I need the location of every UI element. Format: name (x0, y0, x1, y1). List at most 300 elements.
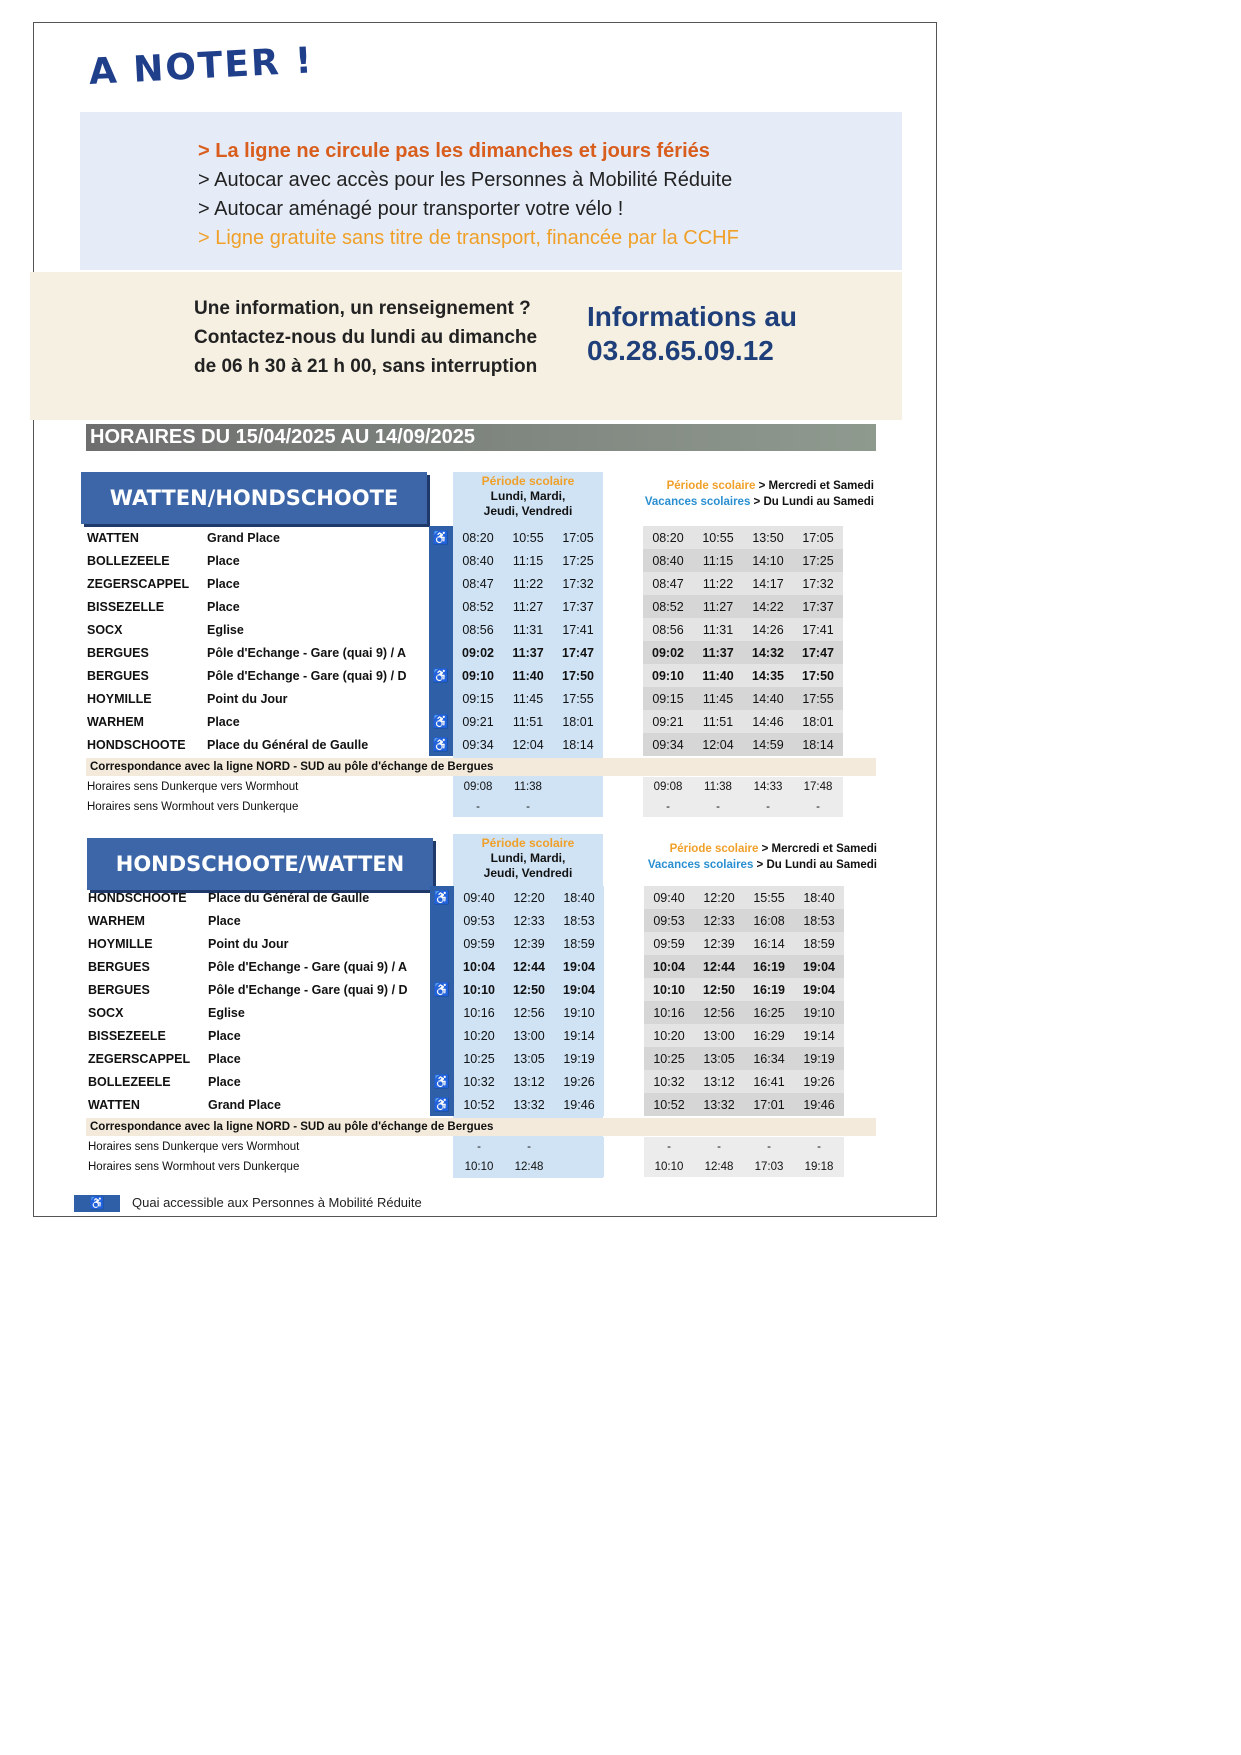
time-school-days: 10:32 (454, 1070, 504, 1093)
timetable-row (87, 572, 843, 595)
schedule-header-bar (86, 424, 876, 451)
time-wed-sat-holidays: 14:26 (743, 618, 793, 641)
time-wed-sat-holidays: 17:01 (744, 1093, 794, 1116)
time-wed-sat-holidays: 09:15 (643, 687, 693, 710)
column-gap (603, 733, 643, 756)
stop-place: Place (207, 576, 240, 591)
pmr-cell (429, 549, 453, 572)
stop-place: Point du Jour (207, 691, 288, 706)
stop-place: Pôle d'Echange - Gare (quai 9) / D (207, 668, 407, 683)
route-title-hondschoote-watten: HONDSCHOOTE/WATTEN (87, 838, 433, 890)
time-school-days: 19:14 (554, 1024, 604, 1047)
time-school-days: 11:51 (503, 710, 553, 733)
timetable-row (87, 618, 843, 641)
connection-label: Horaires sens Wormhout vers Dunkerque (87, 801, 299, 813)
colhead-left-period: Période scolaire (481, 474, 575, 488)
connection-time-wed-sat-holidays: - (643, 797, 693, 817)
stop-name: ZEGERSCAPPEL (87, 576, 190, 591)
colhead-left (453, 836, 603, 881)
time-school-days: 17:37 (553, 595, 603, 618)
phone-label: Informations au (587, 301, 798, 332)
time-wed-sat-holidays: 16:25 (744, 1001, 794, 1024)
stop-place: Place (207, 714, 240, 729)
connection-time-school-days: - (503, 797, 553, 817)
time-school-days: 08:56 (453, 618, 503, 641)
time-school-days: 19:04 (554, 955, 604, 978)
phone-number[interactable]: 03.28.65.09.12 (587, 335, 774, 366)
time-wed-sat-holidays: 19:46 (794, 1093, 844, 1116)
colhead-right-holidays: Vacances scolaires (644, 496, 751, 508)
timetable-row (87, 526, 843, 549)
connection-time-school-days: 09:08 (453, 777, 503, 797)
time-wed-sat-holidays: 16:29 (744, 1024, 794, 1047)
column-gap (604, 1070, 644, 1093)
connection-time-wed-sat-holidays: - (644, 1137, 694, 1157)
time-wed-sat-holidays: 12:50 (694, 978, 744, 1001)
connection-time-school-days (554, 1157, 604, 1177)
contact-line-2: Contactez-nous du lundi au dimanche (194, 327, 538, 348)
time-school-days: 09:59 (454, 932, 504, 955)
pmr-cell (429, 687, 453, 710)
time-wed-sat-holidays: 10:20 (644, 1024, 694, 1047)
connection-time-wed-sat-holidays: 17:48 (793, 777, 843, 797)
colhead-right-period: Période scolaire (666, 480, 756, 492)
time-wed-sat-holidays: 18:59 (794, 932, 844, 955)
connection-time-wed-sat-holidays: 19:18 (794, 1157, 844, 1177)
connection-time-school-days: - (454, 1137, 504, 1157)
time-wed-sat-holidays: 09:02 (643, 641, 693, 664)
time-school-days: 13:05 (504, 1047, 554, 1070)
connection-time-school-days (553, 777, 603, 797)
time-wed-sat-holidays: 17:47 (793, 641, 843, 664)
connection-time-wed-sat-holidays: - (693, 797, 743, 817)
stop-place: Pôle d'Echange - Gare (quai 9) / D (208, 982, 408, 997)
time-wed-sat-holidays: 14:17 (743, 572, 793, 595)
stop-name: HOYMILLE (88, 936, 153, 951)
timetable-row (87, 664, 843, 687)
legend (74, 1195, 422, 1212)
connection-row (87, 777, 843, 797)
stop-place: Place du Général de Gaulle (207, 737, 369, 752)
stop-place: Place (208, 1051, 241, 1066)
time-school-days: 13:12 (504, 1070, 554, 1093)
time-school-days: 11:45 (503, 687, 553, 710)
colhead-right (600, 841, 877, 873)
column-gap (604, 932, 644, 955)
time-school-days: 08:52 (453, 595, 503, 618)
time-wed-sat-holidays: 10:55 (693, 526, 743, 549)
time-school-days: 12:04 (503, 733, 553, 756)
stop-name: WATTEN (88, 1097, 140, 1112)
time-wed-sat-holidays: 14:46 (743, 710, 793, 733)
connection-time-school-days: - (453, 797, 503, 817)
time-school-days: 13:00 (504, 1024, 554, 1047)
connection-row (88, 1137, 844, 1157)
column-gap (603, 777, 643, 797)
time-wed-sat-holidays: 08:20 (643, 526, 693, 549)
time-wed-sat-holidays: 17:05 (793, 526, 843, 549)
connection-time-wed-sat-holidays: 11:38 (693, 777, 743, 797)
connection-time-wed-sat-holidays: - (793, 797, 843, 817)
time-school-days: 18:59 (554, 932, 604, 955)
colhead-right-period: Période scolaire (669, 843, 759, 855)
pmr-accessible-icon: ♿ (429, 526, 453, 549)
time-school-days: 09:02 (453, 641, 503, 664)
timetable-row (88, 1093, 844, 1116)
time-school-days: 10:25 (454, 1047, 504, 1070)
column-gap (603, 641, 643, 664)
colhead-right-holidays-days: > Du Lundi au Samedi (750, 496, 874, 508)
stop-name: BOLLEZEELE (87, 553, 170, 568)
notes-box (80, 112, 902, 270)
time-wed-sat-holidays: 17:41 (793, 618, 843, 641)
time-wed-sat-holidays: 19:04 (794, 955, 844, 978)
time-school-days: 19:26 (554, 1070, 604, 1093)
time-wed-sat-holidays: 14:10 (743, 549, 793, 572)
connection-label: Horaires sens Dunkerque vers Wormhout (88, 1141, 300, 1153)
time-wed-sat-holidays: 14:32 (743, 641, 793, 664)
time-school-days: 12:50 (504, 978, 554, 1001)
timetable-row (87, 733, 843, 756)
contact-line-3: de 06 h 30 à 21 h 00, sans interruption (194, 356, 538, 377)
time-wed-sat-holidays: 17:37 (793, 595, 843, 618)
colhead-left-days-2: Jeudi, Vendredi (483, 866, 573, 880)
note-no-sunday: > La ligne ne circule pas les dimanches et jours fériés (198, 140, 710, 162)
time-wed-sat-holidays: 13:32 (694, 1093, 744, 1116)
stop-place: Place (208, 1028, 241, 1043)
schedule-header: HORAIRES DU 15/04/2025 AU 14/09/2025 (90, 426, 476, 448)
time-wed-sat-holidays: 09:21 (643, 710, 693, 733)
time-wed-sat-holidays: 16:41 (744, 1070, 794, 1093)
time-wed-sat-holidays: 13:12 (694, 1070, 744, 1093)
connection-row (87, 797, 843, 817)
column-gap (603, 664, 643, 687)
time-wed-sat-holidays: 19:10 (794, 1001, 844, 1024)
time-wed-sat-holidays: 14:35 (743, 664, 793, 687)
pmr-accessible-icon: ♿ (430, 1070, 454, 1093)
pmr-cell (430, 909, 454, 932)
stop-name: HONDSCHOOTE (88, 890, 187, 905)
time-school-days: 18:40 (554, 886, 604, 909)
time-wed-sat-holidays: 12:39 (694, 932, 744, 955)
connection-time-wed-sat-holidays: 12:48 (694, 1157, 744, 1177)
time-school-days: 10:52 (454, 1093, 504, 1116)
contact-text (194, 294, 537, 381)
time-wed-sat-holidays: 12:04 (693, 733, 743, 756)
timetable-row (87, 687, 843, 710)
connection-time-school-days (553, 797, 603, 817)
colhead-left (453, 474, 603, 519)
time-wed-sat-holidays: 19:19 (794, 1047, 844, 1070)
time-school-days: 12:44 (504, 955, 554, 978)
connection-label: Horaires sens Wormhout vers Dunkerque (88, 1161, 300, 1173)
stop-name: SOCX (87, 622, 123, 637)
stop-place: Place (208, 913, 241, 928)
column-gap (604, 1137, 644, 1157)
stop-place: Place (207, 599, 240, 614)
time-school-days: 19:19 (554, 1047, 604, 1070)
pmr-accessible-icon: ♿ (429, 710, 453, 733)
time-school-days: 09:53 (454, 909, 504, 932)
connection-time-wed-sat-holidays: - (743, 797, 793, 817)
time-school-days: 19:10 (554, 1001, 604, 1024)
colhead-left-days-2: Jeudi, Vendredi (483, 504, 573, 518)
time-wed-sat-holidays: 14:40 (743, 687, 793, 710)
time-wed-sat-holidays: 11:45 (693, 687, 743, 710)
pmr-accessible-icon: ♿ (430, 886, 454, 909)
pmr-accessible-icon: ♿ (430, 978, 454, 1001)
connection-time-wed-sat-holidays: 09:08 (643, 777, 693, 797)
stop-name: HOYMILLE (87, 691, 152, 706)
connection-row (88, 1157, 844, 1177)
colhead-left-days: Lundi, Mardi, (490, 489, 566, 503)
column-gap (604, 1001, 644, 1024)
time-wed-sat-holidays: 16:14 (744, 932, 794, 955)
timetable-row (88, 1001, 844, 1024)
note-bike: > Autocar aménagé pour transporter votre vélo ! (198, 198, 624, 220)
time-wed-sat-holidays: 08:52 (643, 595, 693, 618)
stop-name: WATTEN (87, 530, 139, 545)
timetable-row (88, 1070, 844, 1093)
column-gap (603, 595, 643, 618)
time-school-days: 17:55 (553, 687, 603, 710)
time-school-days: 08:40 (453, 549, 503, 572)
stop-place: Eglise (208, 1005, 245, 1020)
timetable-row (88, 909, 844, 932)
time-school-days: 09:15 (453, 687, 503, 710)
pmr-cell (430, 1001, 454, 1024)
time-wed-sat-holidays: 16:08 (744, 909, 794, 932)
connection-time-school-days: 12:48 (504, 1157, 554, 1177)
pmr-accessible-icon: ♿ (429, 664, 453, 687)
stop-place: Eglise (207, 622, 244, 637)
connections-hondschoote-watten (88, 1137, 844, 1177)
time-school-days: 11:31 (503, 618, 553, 641)
connection-time-wed-sat-holidays: 17:03 (744, 1157, 794, 1177)
colhead-right-holidays-days: > Du Lundi au Samedi (753, 859, 877, 871)
column-gap (604, 909, 644, 932)
legend-text: Quai accessible aux Personnes à Mobilité Réduite (132, 1195, 422, 1210)
stop-name: HONDSCHOOTE (87, 737, 186, 752)
time-wed-sat-holidays: 10:32 (644, 1070, 694, 1093)
time-wed-sat-holidays: 10:10 (644, 978, 694, 1001)
time-wed-sat-holidays: 10:52 (644, 1093, 694, 1116)
time-wed-sat-holidays: 09:34 (643, 733, 693, 756)
time-wed-sat-holidays: 17:25 (793, 549, 843, 572)
column-gap (604, 1157, 644, 1177)
time-wed-sat-holidays: 16:34 (744, 1047, 794, 1070)
time-wed-sat-holidays: 19:26 (794, 1070, 844, 1093)
time-school-days: 17:32 (553, 572, 603, 595)
timetable-row (87, 641, 843, 664)
timetable-row (88, 978, 844, 1001)
connection-label: Horaires sens Dunkerque vers Wormhout (87, 781, 299, 793)
time-wed-sat-holidays: 12:33 (694, 909, 744, 932)
time-school-days: 09:40 (454, 886, 504, 909)
stop-place: Place (208, 1074, 241, 1089)
stop-place: Grand Place (208, 1097, 281, 1112)
time-school-days: 10:16 (454, 1001, 504, 1024)
time-school-days: 17:25 (553, 549, 603, 572)
pmr-cell (429, 618, 453, 641)
time-school-days: 19:04 (554, 978, 604, 1001)
column-gap (603, 687, 643, 710)
pmr-legend-icon: ♿ (74, 1195, 120, 1212)
colhead-right-holidays: Vacances scolaires (647, 859, 754, 871)
pmr-cell (430, 1024, 454, 1047)
time-wed-sat-holidays: 17:32 (793, 572, 843, 595)
time-school-days: 09:10 (453, 664, 503, 687)
note-free-line: > Ligne gratuite sans titre de transport, financée par la CCHF (198, 227, 739, 249)
timetable-watten-hondschoote (87, 526, 843, 756)
column-gap (604, 886, 644, 909)
time-school-days: 12:39 (504, 932, 554, 955)
time-wed-sat-holidays: 18:53 (794, 909, 844, 932)
connections-watten-hondschoote (87, 777, 843, 817)
stop-name: WARHEM (88, 913, 145, 928)
time-school-days: 10:10 (454, 978, 504, 1001)
pmr-cell (429, 572, 453, 595)
time-wed-sat-holidays: 11:27 (693, 595, 743, 618)
time-wed-sat-holidays: 08:56 (643, 618, 693, 641)
time-school-days: 17:05 (553, 526, 603, 549)
time-wed-sat-holidays: 18:01 (793, 710, 843, 733)
stop-name: BERGUES (87, 645, 149, 660)
time-school-days: 08:20 (453, 526, 503, 549)
stop-name: BISSEZEELE (88, 1028, 166, 1043)
time-wed-sat-holidays: 12:56 (694, 1001, 744, 1024)
time-wed-sat-holidays: 08:47 (643, 572, 693, 595)
time-school-days: 11:40 (503, 664, 553, 687)
connection-time-wed-sat-holidays: - (794, 1137, 844, 1157)
stop-name: BOLLEZEELE (88, 1074, 171, 1089)
time-school-days: 18:01 (553, 710, 603, 733)
timetable-row (88, 1047, 844, 1070)
stop-place: Grand Place (207, 530, 280, 545)
time-wed-sat-holidays: 19:04 (794, 978, 844, 1001)
column-gap (603, 549, 643, 572)
column-gap (604, 1047, 644, 1070)
column-gap (604, 978, 644, 1001)
time-school-days: 10:55 (503, 526, 553, 549)
column-gap (604, 955, 644, 978)
time-wed-sat-holidays: 14:22 (743, 595, 793, 618)
time-wed-sat-holidays: 08:40 (643, 549, 693, 572)
stop-name: WARHEM (87, 714, 144, 729)
time-wed-sat-holidays: 09:10 (643, 664, 693, 687)
timetable-row (88, 955, 844, 978)
time-wed-sat-holidays: 12:44 (694, 955, 744, 978)
stop-place: Pôle d'Echange - Gare (quai 9) / A (208, 959, 408, 974)
colhead-left-days: Lundi, Mardi, (490, 851, 566, 865)
time-school-days: 12:33 (504, 909, 554, 932)
stop-place: Place du Général de Gaulle (208, 890, 370, 905)
time-wed-sat-holidays: 16:19 (744, 955, 794, 978)
stop-name: ZEGERSCAPPEL (88, 1051, 191, 1066)
stop-place: Point du Jour (208, 936, 289, 951)
time-school-days: 10:04 (454, 955, 504, 978)
time-school-days: 08:47 (453, 572, 503, 595)
column-gap (604, 1024, 644, 1047)
stop-name: BERGUES (87, 668, 149, 683)
time-wed-sat-holidays: 13:50 (743, 526, 793, 549)
phone-block (587, 300, 797, 368)
connection-time-wed-sat-holidays: - (694, 1137, 744, 1157)
note-pmr-access: > Autocar avec accès pour les Personnes à Mobilité Réduite (198, 169, 733, 191)
time-wed-sat-holidays: 17:55 (793, 687, 843, 710)
colhead-right (600, 478, 874, 510)
time-school-days: 18:53 (554, 909, 604, 932)
time-wed-sat-holidays: 09:53 (644, 909, 694, 932)
time-school-days: 11:15 (503, 549, 553, 572)
time-school-days: 12:56 (504, 1001, 554, 1024)
info-box (30, 272, 902, 420)
pmr-cell (430, 1047, 454, 1070)
colhead-left-period: Période scolaire (481, 836, 575, 850)
time-wed-sat-holidays: 18:40 (794, 886, 844, 909)
timetable-row (88, 932, 844, 955)
connection-time-wed-sat-holidays: 10:10 (644, 1157, 694, 1177)
time-wed-sat-holidays: 11:31 (693, 618, 743, 641)
column-gap (603, 618, 643, 641)
pmr-cell (430, 932, 454, 955)
time-school-days: 11:22 (503, 572, 553, 595)
time-wed-sat-holidays: 18:14 (793, 733, 843, 756)
connection-time-wed-sat-holidays: 14:33 (743, 777, 793, 797)
time-wed-sat-holidays: 11:40 (693, 664, 743, 687)
time-wed-sat-holidays: 10:16 (644, 1001, 694, 1024)
pmr-cell (430, 955, 454, 978)
time-school-days: 09:34 (453, 733, 503, 756)
timetable-row (87, 549, 843, 572)
time-school-days: 18:14 (553, 733, 603, 756)
time-wed-sat-holidays: 10:25 (644, 1047, 694, 1070)
connection-time-wed-sat-holidays: - (744, 1137, 794, 1157)
column-gap (603, 797, 643, 817)
time-school-days: 13:32 (504, 1093, 554, 1116)
time-school-days: 11:37 (503, 641, 553, 664)
correspondance-note: Correspondance avec la ligne NORD - SUD au pôle d'échange de Bergues (86, 758, 876, 776)
time-wed-sat-holidays: 11:51 (693, 710, 743, 733)
time-school-days: 17:47 (553, 641, 603, 664)
stop-name: SOCX (88, 1005, 124, 1020)
connection-time-school-days (554, 1137, 604, 1157)
column-gap (603, 572, 643, 595)
time-wed-sat-holidays: 09:59 (644, 932, 694, 955)
time-school-days: 10:20 (454, 1024, 504, 1047)
connection-time-school-days: 11:38 (503, 777, 553, 797)
time-wed-sat-holidays: 10:04 (644, 955, 694, 978)
pmr-accessible-icon: ♿ (429, 733, 453, 756)
time-school-days: 17:41 (553, 618, 603, 641)
pmr-cell (429, 595, 453, 618)
stop-name: BERGUES (88, 959, 150, 974)
column-gap (604, 1093, 644, 1116)
time-wed-sat-holidays: 13:05 (694, 1047, 744, 1070)
time-school-days: 19:46 (554, 1093, 604, 1116)
time-wed-sat-holidays: 11:22 (693, 572, 743, 595)
time-wed-sat-holidays: 11:15 (693, 549, 743, 572)
time-wed-sat-holidays: 14:59 (743, 733, 793, 756)
stop-place: Place (207, 553, 240, 568)
page-title: A NOTER ! (87, 40, 315, 93)
time-school-days: 17:50 (553, 664, 603, 687)
route-title-watten-hondschoote: WATTEN/HONDSCHOOTE (81, 472, 427, 524)
timetable-row (87, 710, 843, 733)
time-wed-sat-holidays: 12:20 (694, 886, 744, 909)
timetable-hondschoote-watten (88, 886, 844, 1116)
correspondance-note: Correspondance avec la ligne NORD - SUD au pôle d'échange de Bergues (86, 1118, 876, 1136)
